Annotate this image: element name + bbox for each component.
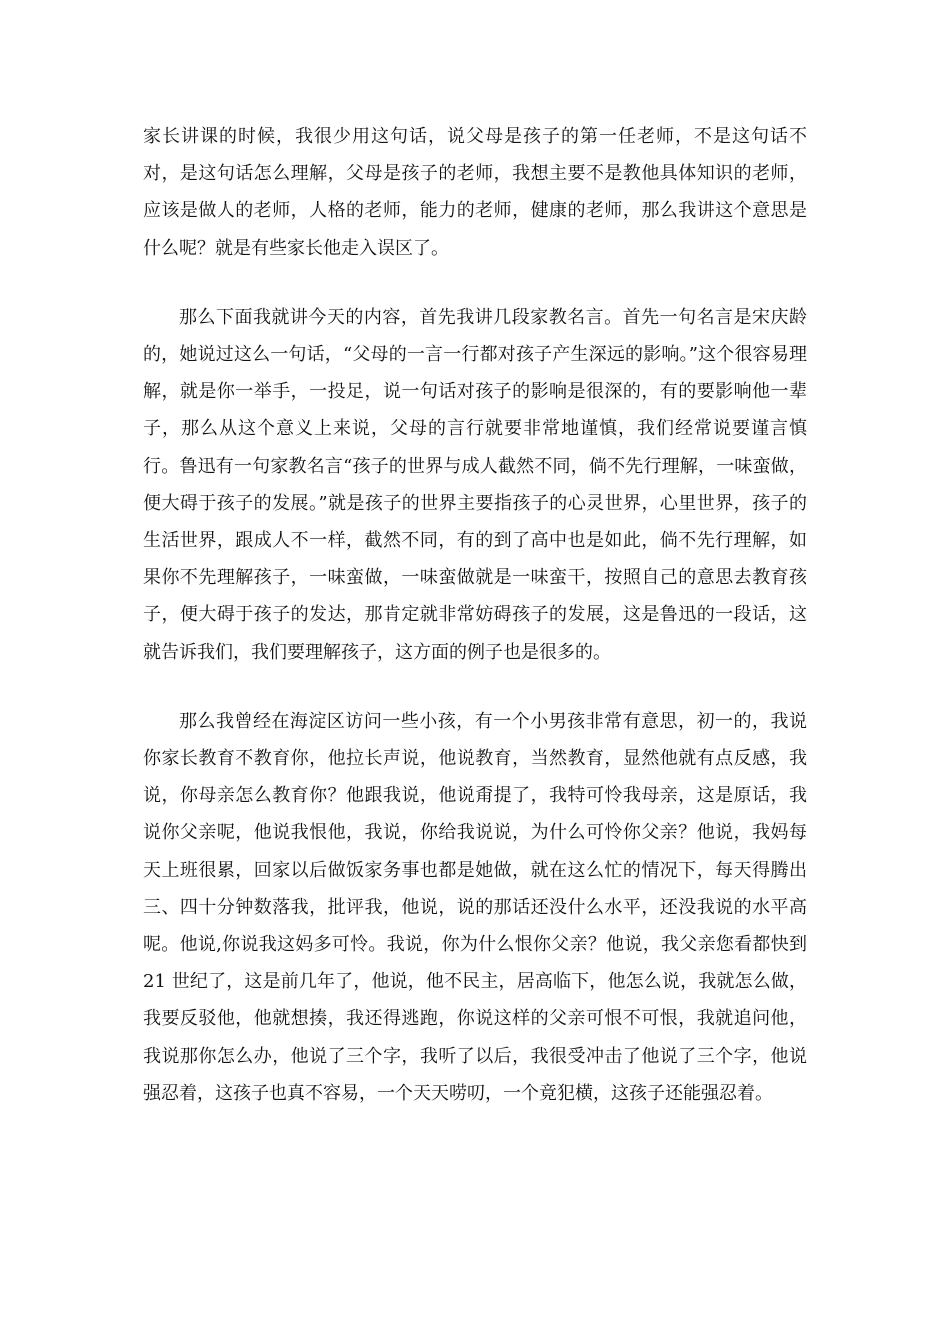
paragraph-spacer: [143, 267, 807, 299]
paragraph-3: 那么我曾经在海淀区访问一些小孩，有一个小男孩非常有意思，初一的，我说你家长教育不教育你，他拉长声说，他说教育，当然教育，显然他就有点反感，我说，你母亲怎么教育你？他跟我说，他说甭提了，我特可怜我母亲，这是原话，我说你父亲呢，他说我恨他，我说，你给我说说，为什么可怜你父亲？他说，我妈每天上班很累，回家以后做饭家务事也都是她做，就在这么忙的情况下，每天得腾出三、四十分钟数落我，批评我，他说，说的那话还没什么水平，还没我说的水平高呢。他说,你说我这妈多可怜。我说，你为什么恨你父亲？他说，我父亲您看都快到 21 世纪了，这是前几年了，他说，他不民主，居高临下，他怎么说，我就怎么做，我要反驳他，他就想揍，我还得逃跑，你说这样的父亲可恨不可恨，我就追问他，我说那你怎么办，他说了三个字，我听了以后，我很受冲击了他说了三个字，他说强忍着，这孩子也真不容易，一个天天唠叨，一个竟犯横，这孩子还能强忍着。: [143, 710, 807, 1104]
document-body: [143, 118, 807, 1112]
paragraph-1: 家长讲课的时候，我很少用这句话，说父母是孩子的第一任老师，不是这句话不对，是这句话怎么理解，父母是孩子的老师，我想主要不是教他具体知识的老师，应该是做人的老师，人格的老师，能力的老师，健康的老师，那么我讲这个意思是什么呢？就是有些家长他走入误区了。: [143, 126, 807, 259]
paragraph-spacer: [143, 671, 807, 703]
paragraph-2: 那么下面我就讲今天的内容，首先我讲几段家教名言。首先一句名言是宋庆龄的，她说过这么一句话，“父母的一言一行都对孩子产生深远的影响。”这个很容易理解，就是你一举手，一投足，说一句话对孩子的影响是很深的，有的要影响他一辈子，那么从这个意义上来说，父母的言行就要非常地谨慎，我们经常说要谨言慎行。鲁迅有一句家教名言“孩子的世界与成人截然不同，倘不先行理解，一味蛮做，便大碍于孩子的发展。”就是孩子的世界主要指孩子的心灵世界，心里世界，孩子的生活世界，跟成人不一样，截然不同，有的到了高中也是如此，倘不先行理解，如果你不先理解孩子，一味蛮做，一味蛮做就是一味蛮干，按照自己的意思去教育孩子，便大碍于孩子的发达，那肯定就非常妨碍孩子的发展，这是鲁迅的一段话，这就告诉我们，我们要理解孩子，这方面的例子也是很多的。: [143, 306, 807, 663]
